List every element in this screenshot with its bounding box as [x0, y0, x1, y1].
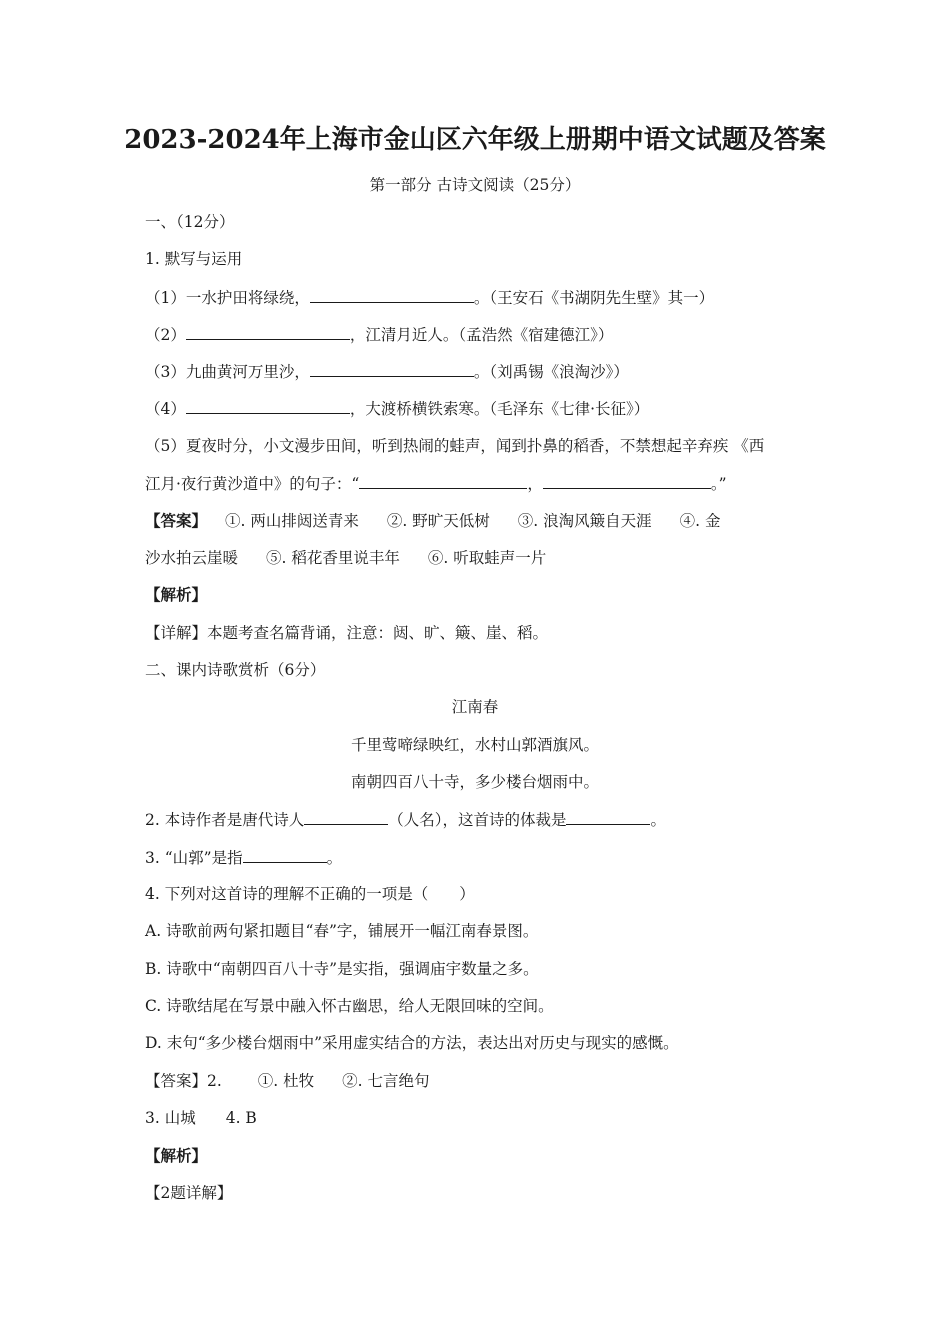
option-a: A. 诗歌前两句紧扣题目“春”字，铺展开一幅江南春景图。 — [145, 922, 539, 940]
poem-line-2: 南朝四百八十寺，多少楼台烟雨中。 — [350, 773, 599, 791]
question-3 — [145, 846, 342, 869]
question-1-1-source: 。（王安石《书湖阴先生壁》其一） — [473, 289, 715, 307]
answer-blank — [310, 286, 474, 303]
question-1-1-text: （1）一水护田将绿绕， — [145, 289, 310, 307]
analysis-label: 【解析】 — [145, 585, 208, 604]
answer-item: ⑥. 听取蛙声一片 — [427, 549, 547, 567]
answer-3-4 — [145, 1107, 257, 1129]
question-1-2-source: ，江清月近人。（孟浩然《宿建德江》） — [349, 326, 614, 344]
answer-blank — [566, 808, 650, 825]
answer-item: ①. 两山排闼送青来 — [225, 512, 359, 530]
question-1-4-source: ，大渡桥横铁索寒。（毛泽东《七律·长征》） — [349, 400, 650, 418]
question-2-text-mid: （人名），这首诗的体裁是 — [388, 811, 567, 829]
detail-1: 【详解】本题考查名篇背诵，注意：闼、旷、簸、崖、稻。 — [145, 624, 549, 642]
part1-heading: 第一部分 古诗文阅读（25分） — [369, 176, 581, 194]
poem-line-1: 千里莺啼绿映红，水村山郭酒旗风。 — [350, 736, 599, 754]
question-1-3-source: 。（刘禹锡《浪淘沙》） — [473, 363, 629, 381]
answer-blank — [359, 472, 527, 489]
answer-blank — [310, 360, 474, 377]
comma: ， — [527, 475, 543, 493]
answer-item: ③. 浪淘风簸自天涯 — [517, 512, 652, 530]
period: 。 — [326, 849, 343, 867]
question-1-4-text: （4） — [145, 400, 186, 418]
closing-quote: 。” — [710, 475, 727, 493]
answer-1-line2 — [145, 547, 546, 569]
answer-blank — [243, 846, 327, 863]
period: 。 — [650, 811, 666, 829]
answer-blank — [304, 808, 388, 825]
answer-item: ①. 杜牧 — [257, 1072, 315, 1090]
answer-item: 4. B — [225, 1109, 257, 1127]
option-c: C. 诗歌结尾在写景中融入怀古幽思，给人无限回味的空间。 — [145, 997, 554, 1015]
answer-label: 【答案】2. — [145, 1072, 222, 1090]
option-d: D. 末句“多少楼台烟雨中”采用虚实结合的方法，表达出对历史与现实的感慨。 — [145, 1034, 679, 1052]
question-4: 4. 下列对这首诗的理解不正确的一项是（ ） — [145, 885, 475, 903]
section2-heading: 二、课内诗歌赏析（6分） — [145, 661, 326, 679]
analysis-label: 【解析】 — [145, 1146, 208, 1165]
question-1-5-line1: （5）夏夜时分，小文漫步田间，听到热闹的蛙声，闻到扑鼻的稻香，不禁想起辛弃疾 《西 — [145, 437, 765, 455]
option-b: B. 诗歌中“南朝四百八十寺”是实指，强调庙宇数量之多。 — [145, 960, 539, 978]
question-1-2 — [145, 323, 613, 346]
question-1-2-text: （2） — [145, 326, 186, 344]
answer-item: ②. 七言绝句 — [342, 1072, 430, 1090]
answer-2 — [145, 1070, 430, 1092]
question-1: 1. 默写与运用 — [145, 250, 243, 268]
answer-blank — [543, 472, 711, 489]
answer-blank — [186, 397, 350, 414]
question-2-text: 2. 本诗作者是唐代诗人 — [145, 811, 305, 829]
question-3-text: 3. “山郭”是指 — [145, 849, 243, 867]
answer-1-line1 — [145, 510, 720, 532]
question-1-3-text: （3）九曲黄河万里沙， — [145, 363, 310, 381]
question-1-1 — [145, 286, 714, 309]
section1-heading: 一、（12分） — [145, 213, 235, 231]
poem-title: 江南春 — [451, 698, 499, 716]
document-title: 2023-2024年上海市金山区六年级上册期中语文试题及答案 — [124, 125, 826, 155]
answer-blank — [186, 323, 350, 340]
answer-item: ⑤. 稻花香里说丰年 — [266, 549, 400, 567]
answer-item: 3. 山城 — [145, 1109, 196, 1127]
answer-item: ④. 金 — [679, 512, 721, 530]
detail-2-heading: 【2题详解】 — [145, 1184, 233, 1202]
question-1-4 — [145, 397, 649, 420]
question-1-5-text: 江月·夜行黄沙道中》的句子：“ — [145, 475, 360, 493]
question-2 — [145, 808, 666, 831]
question-1-3 — [145, 360, 629, 383]
answer-item: 沙水拍云崖暖 — [145, 549, 239, 567]
answer-item: ②. 野旷天低树 — [386, 512, 490, 530]
answer-label: 【答案】 — [145, 511, 208, 530]
question-1-5-line2 — [145, 472, 727, 495]
